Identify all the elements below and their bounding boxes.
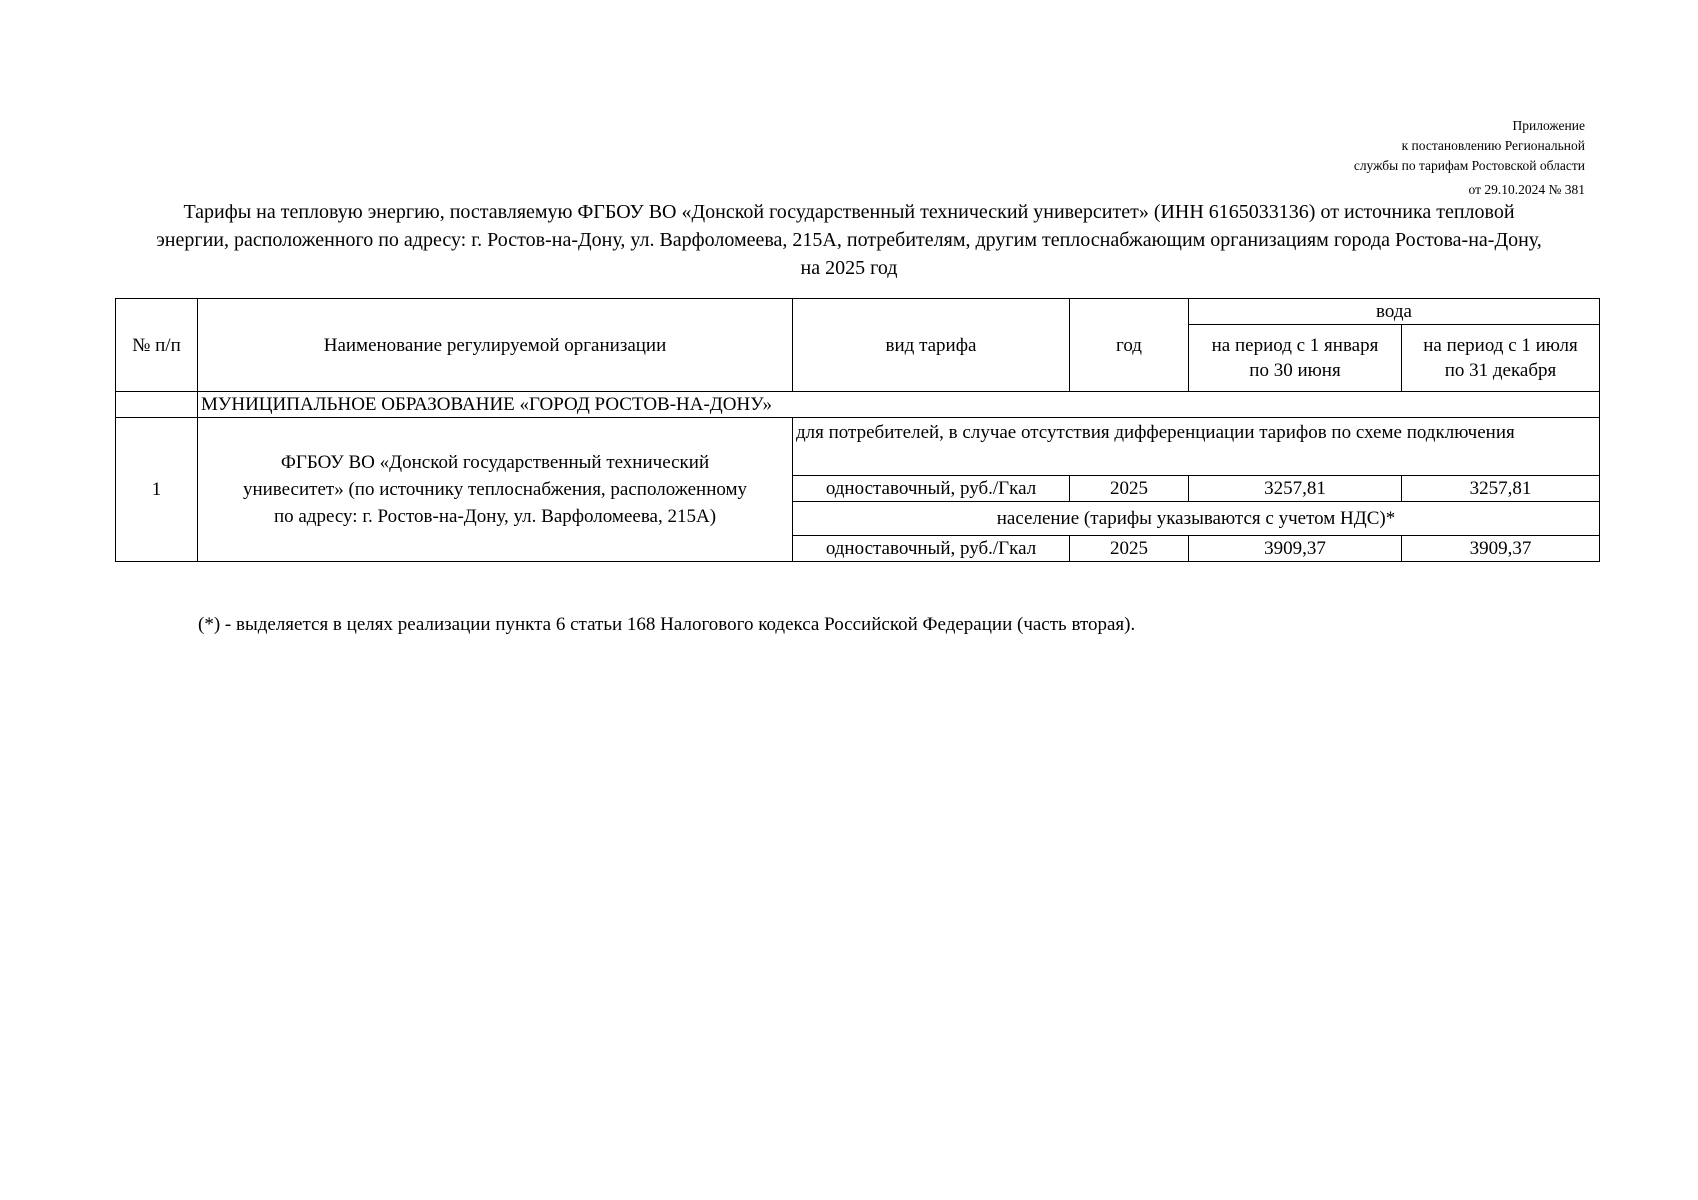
population-year: 2025 [1070,536,1189,562]
municipality-name: МУНИЦИПАЛЬНОЕ ОБРАЗОВАНИЕ «ГОРОД РОСТОВ-НА-ДОНУ» [198,392,1600,418]
header-period-2-line-2: по 31 декабря [1444,360,1557,381]
title-line-1: Тарифы на тепловую энергию, поставляемую ФГБОУ ВО «Донской государственный технический университет» (ИНН 6165033136) от источника тепловой [183,201,1515,223]
header-period-1-line-2: по 30 июня [1249,360,1341,381]
header-year: год [1070,299,1189,392]
row-number: 1 [116,418,198,562]
header-water: вода [1189,299,1600,325]
header-period-2-line-1: на период с 1 июля [1423,335,1578,356]
consumers-period-2-value: 3257,81 [1402,476,1600,502]
population-period-1-value: 3909,37 [1189,536,1402,562]
org-line-2: унивеситет» (по источнику теплоснабжения, расположенному [242,479,748,500]
org-line-1: ФГБОУ ВО «Донской государственный технический [280,452,710,473]
population-tariff-type: одноставочный, руб./Гкал [793,536,1070,562]
title-line-3: на 2025 год [800,257,898,279]
consumers-year: 2025 [1070,476,1189,502]
population-label: население (тарифы указываются с учетом НДС)* [793,502,1600,536]
appendix-line-1: Приложение [1512,118,1585,133]
tariff-table [115,298,1600,562]
header-period-1-line-1: на период с 1 января [1211,335,1379,356]
header-num: № п/п [116,299,198,392]
municipality-num-cell [116,392,198,418]
title-line-2: энергии, расположенного по адресу: г. Ростов-на-Дону, ул. Варфоломеева, 215А, потребителям, другим теплоснабжающим организациям города Ростова-на-Дону, [156,229,1542,251]
consumers-period-1-value: 3257,81 [1189,476,1402,502]
header-period-1 [1189,325,1402,392]
appendix-line-3: службы по тарифам Ростовской области [1353,158,1585,173]
consumers-label-row [116,418,1600,476]
header-row-1 [116,299,1600,325]
organization-name [198,418,793,562]
appendix-date-number: от 29.10.2024 № 381 [1468,182,1585,197]
appendix-line-2: к постановлению Региональной [1401,138,1585,153]
header-period-2 [1402,325,1600,392]
consumers-label: для потребителей, в случае отсутствия дифференциации тарифов по схеме подключения [793,418,1600,476]
footnote: (*) - выделяется в целях реализации пункта 6 статьи 168 Налогового кодекса Российской Федерации (часть вторая). [198,614,1136,635]
header-org-name: Наименование регулируемой организации [198,299,793,392]
appendix-block [1354,116,1585,200]
consumers-tariff-type: одноставочный, руб./Гкал [793,476,1070,502]
org-line-3: по адресу: г. Ростов-на-Дону, ул. Варфоломеева, 215А) [273,506,717,527]
document-title [110,198,1588,282]
header-tariff-type: вид тарифа [793,299,1070,392]
population-period-2-value: 3909,37 [1402,536,1600,562]
municipality-row [116,392,1600,418]
